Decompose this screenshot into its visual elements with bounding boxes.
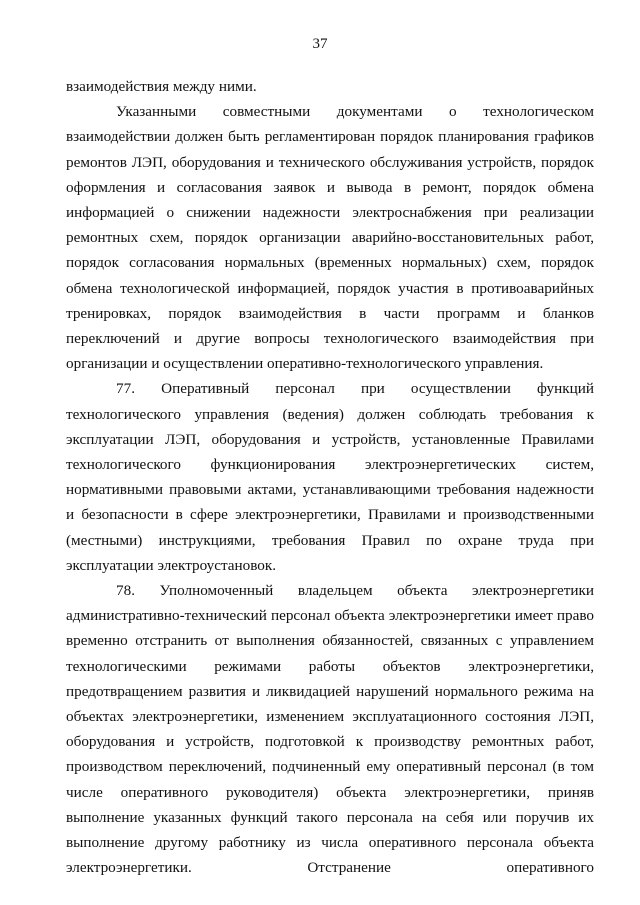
document-body <box>66 74 594 881</box>
page-number: 37 <box>312 36 328 52</box>
paragraph-78: 78. Уполномоченный владельцем объекта электроэнергетики административно-технический персонал объекта электроэнергетики имеет право временно отстранить от выполнения обязанностей, связанных с управлением технологическими режимами работы объектов электроэнергетики, предотвращением развития и ликвидацией нарушений нормального режима на объектах электроэнергетики, изменением эксплуатационного состояния ЛЭП, оборудования и устройств, подготовкой к производству ремонтных работ, производством переключений, подчиненный ему оперативный персонал (в том числе оперативного руководителя) объекта электроэнергетики, приняв выполнение указанных функций такого персонала на себя или поручив их выполнение другому работнику из числа оперативного персонала объекта электроэнергетики. Отстранение оперативного <box>66 582 594 877</box>
paragraph-continuation: взаимодействия между ними. <box>66 78 257 95</box>
paragraph-77: 77. Оперативный персонал при осуществлении функций технологического управления (ведения) должен соблюдать требования к эксплуатации ЛЭП, оборудования и устройств, установленные Правилами технологического функционирования электроэнергетических систем, нормативными правовыми актами, устанавливающими требования надежности и безопасности в сфере электроэнергетики, Правилами и производственными (местными) инструкциями, требования Правил по охране труда при эксплуатации электроустановок. <box>66 380 594 574</box>
paragraph-technological-interaction: Указанными совместными документами о технологическом взаимодействии должен быть регламентирован порядок планирования графиков ремонтов ЛЭП, оборудования и технического обслуживания устройств, порядок оформления и согласования заявок и вывода в ремонт, порядок обмена информацией о снижении надежности электроснабжения при реализации ремонтных схем, порядок организации аварийно-восстановительных работ, порядок согласования нормальных (временных нормальных) схем, порядок обмена технологической информацией, порядок участия в противоаварийных тренировках, порядок взаимодействия в части программ и бланков переключений и другие вопросы технологического взаимодействия при организации и осуществлении оперативно-технологического управления. <box>66 103 594 373</box>
